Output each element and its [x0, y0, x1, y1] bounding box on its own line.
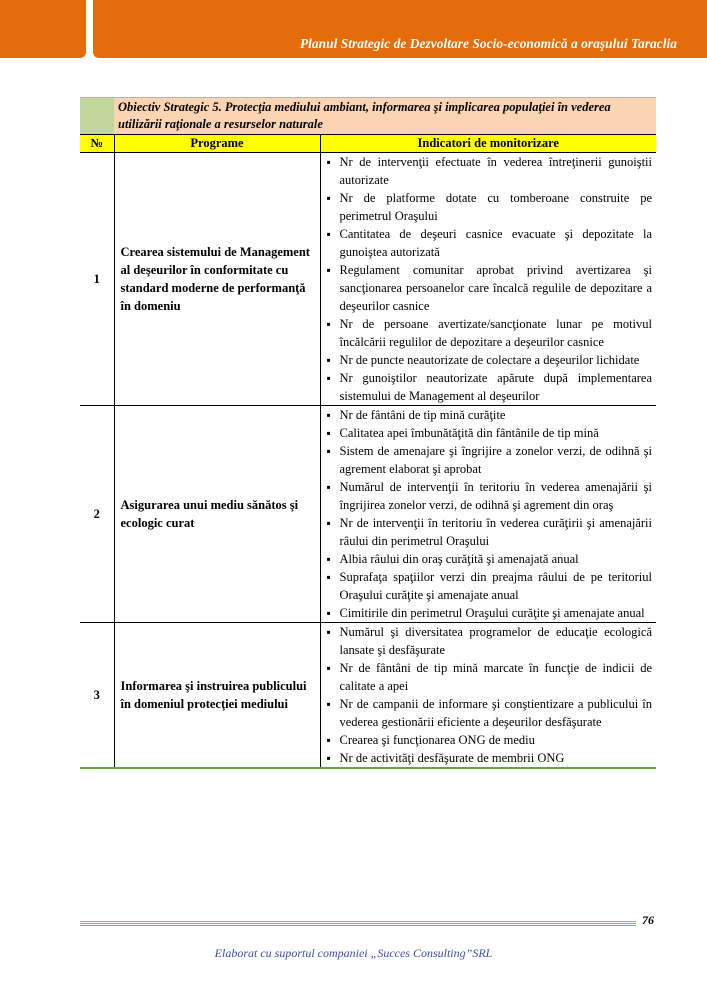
page-number: 76	[642, 913, 654, 927]
indicator-item: ▪ Nr de fântâni de tip mină curăţite	[327, 406, 653, 424]
header-banner	[93, 0, 707, 58]
indicator-item: ▪ Nr de platforme dotate cu tomberoane construite pe perimetrul Oraşului	[327, 189, 653, 225]
indicator-item: ▪ Nr de intervenţii efectuate în vederea întreţinerii gunoiştii autorizate	[327, 153, 653, 189]
table-row	[80, 623, 656, 769]
program-name: Informarea şi instruirea publicului în domeniul protecţiei mediului	[114, 623, 320, 769]
indicator-item: ▪ Crearea şi funcţionarea ONG de mediu	[327, 731, 653, 749]
indicators-cell	[320, 623, 656, 769]
column-header-programs: Programe	[114, 135, 320, 153]
indicator-item: ▪ Calitatea apei îmbunătăţită din fântânile de tip mină	[327, 424, 653, 442]
indicator-item: ▪ Nr de fântâni de tip mină marcate în funcţie de indicii de calitate a apei	[327, 659, 653, 695]
indicator-list	[327, 623, 653, 767]
column-header-num: №	[80, 135, 114, 153]
indicator-item: ▪ Nr de puncte neautorizate de colectare a deşeurilor lichidate	[327, 351, 653, 369]
header-accent-block	[0, 0, 86, 58]
footer-divider	[80, 921, 636, 927]
indicator-list	[327, 406, 653, 622]
objective-lead-cell	[80, 98, 114, 135]
indicator-list	[327, 153, 653, 405]
objective-row	[80, 98, 656, 135]
program-name: Crearea sistemului de Management al deşeurilor în conformitate cu standard moderne de performanţă în domeniu	[114, 153, 320, 406]
indicator-item: ▪ Nr de persoane avertizate/sancţionate lunar pe motivul încălcării regulilor de depozitare a deşeurilor casnice	[327, 315, 653, 351]
header-title: Planul Strategic de Dezvoltare Socio-economică a oraşului Taraclia	[299, 36, 677, 51]
monitoring-table	[80, 97, 656, 769]
indicator-item: ▪ Sistem de amenajare şi îngrijire a zonelor verzi, de odihnă şi agrement elaborat şi aprobat	[327, 442, 653, 478]
indicator-item: ▪ Cimitirile din perimetrul Oraşului curăţite şi amenajate anual	[327, 604, 653, 622]
program-name: Asigurarea unui mediu sănătos şi ecologic curat	[114, 406, 320, 623]
indicator-item: ▪ Albia râului din oraş curăţită şi amenajată anual	[327, 550, 653, 568]
footer-credit: Elaborat cu suportul companiei „Succes Consulting”SRL	[214, 946, 493, 960]
indicator-item: ▪ Nr gunoiştilor neautorizate apărute după implementarea sistemului de Management al deşeurilor	[327, 369, 653, 405]
column-header-indicators: Indicatori de monitorizare	[320, 135, 656, 153]
indicator-item: ▪ Nr de intervenţii în teritoriu în vederea curăţirii şi amenajării râului din perimetrul Oraşului	[327, 514, 653, 550]
indicators-cell	[320, 406, 656, 623]
indicator-item: ▪ Numărul şi diversitatea programelor de educaţie ecologică lansate şi desfăşurate	[327, 623, 653, 659]
indicator-item: ▪ Regulament comunitar aprobat privind avertizarea şi sancţionarea persoanelor care încalcă regulile de depozitare a deşeurilor casnice	[327, 261, 653, 315]
indicator-item: ▪ Cantitatea de deşeuri casnice evacuate şi depozitate la gunoiştea autorizată	[327, 225, 653, 261]
row-number: 3	[80, 623, 114, 769]
objective-title: Obiectiv Strategic 5. Protecţia mediului ambiant, informarea şi implicarea populaţiei în vederea utilizării raţionale a resurselor naturale	[114, 98, 656, 135]
row-number: 1	[80, 153, 114, 406]
indicator-item: ▪ Nr de campanii de informare şi conştientizare a publicului în vederea gestionării eficiente a deşeurilor desfăşurate	[327, 695, 653, 731]
indicators-cell	[320, 153, 656, 406]
indicator-item: ▪ Nr de activităţi desfăşurate de membrii ONG	[327, 749, 653, 767]
table-header-row	[80, 135, 656, 153]
table-row	[80, 153, 656, 406]
row-number: 2	[80, 406, 114, 623]
indicator-item: ▪ Suprafaţa spaţiilor verzi din preajma râului de pe teritoriul Oraşului curăţite şi amenajate anual	[327, 568, 653, 604]
table-row	[80, 406, 656, 623]
indicator-item: ▪ Numărul de intervenţii în teritoriu în vederea amenajării şi îngrijirea zonelor verzi, de odihnă şi agrement din oraş	[327, 478, 653, 514]
